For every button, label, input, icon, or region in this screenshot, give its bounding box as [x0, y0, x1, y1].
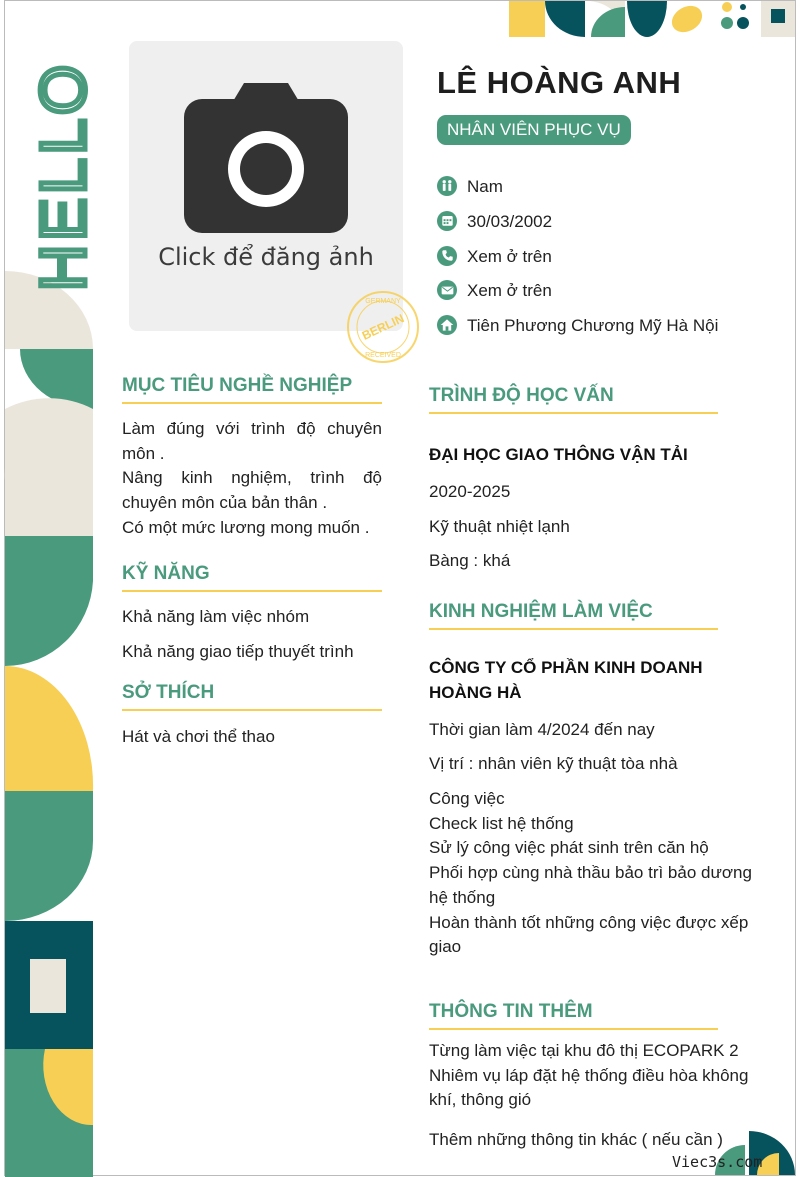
education-major: Kỹ thuật nhiệt lạnh	[429, 517, 570, 536]
objective-line: Làm đúng với trình độ chuyên môn .	[122, 419, 382, 463]
hello-text: HELLO	[27, 61, 99, 291]
skill-item: Khả năng giao tiếp thuyết trình	[122, 642, 354, 661]
candidate-name: LÊ HOÀNG ANH	[437, 65, 682, 100]
experience-title: KINH NGHIỆM LÀM VIỆC	[429, 601, 718, 630]
contact-item-gender	[437, 175, 718, 210]
position-badge: NHÂN VIÊN PHỤC VỤ	[437, 115, 631, 145]
experience-period: Thời gian làm 4/2024 đến nay	[429, 720, 655, 739]
experience-duties	[429, 787, 759, 960]
gender-icon	[437, 176, 457, 196]
duty-item: Check list hệ thống	[429, 813, 574, 833]
skills-title: KỸ NĂNG	[122, 563, 382, 592]
duty-item: Công việc	[429, 789, 505, 808]
extra-line: Từng làm việc tại khu đô thị ECOPARK 2	[429, 1041, 739, 1060]
objective-line: Có một mức lương mong muốn .	[122, 517, 370, 537]
extra-info-title: THÔNG TIN THÊM	[429, 1001, 718, 1030]
duty-item: Hoàn thành tốt những công việc được xếp giao	[429, 912, 749, 957]
experience-role: Vị trí : nhân viên kỹ thuật tòa nhà	[429, 754, 678, 773]
mail-icon	[437, 280, 457, 300]
contact-address: Tiên Phương Chương Mỹ Hà Nội	[467, 316, 719, 336]
contact-birthday: 30/03/2002	[467, 211, 553, 231]
contact-item-address	[437, 314, 718, 349]
stamp-bottom-text: RECEIVED	[365, 352, 401, 359]
objective-title: MỤC TIÊU NGHỀ NGHIỆP	[122, 375, 382, 404]
photo-upload[interactable]	[129, 41, 403, 331]
contact-gender: Nam	[467, 177, 503, 196]
contact-email: Xem ở trên	[467, 281, 552, 301]
hobbies-title: SỞ THÍCH	[122, 682, 382, 711]
skill-item: Khả năng làm việc nhóm	[122, 607, 310, 626]
photo-upload-label: Click để đăng ảnh	[158, 243, 374, 271]
berlin-stamp	[345, 289, 421, 365]
contact-item-email	[437, 279, 718, 314]
phone-icon	[437, 246, 457, 266]
stamp-top-text: GERMANY	[365, 298, 401, 305]
home-icon	[437, 315, 457, 335]
objective-text	[122, 417, 382, 541]
top-decorative-strip	[505, 1, 795, 37]
contact-item-phone	[437, 245, 718, 280]
duty-item: Phối hợp cùng nhà thầu bảo trì bảo dương hệ thống	[429, 863, 752, 907]
objective-line: Nâng kinh nghiệm, trình độ chuyên môn của bản thân .	[122, 468, 382, 513]
extra-line: Nhiêm vụ láp đặt hệ thống điều hòa không khí, thông gió	[429, 1065, 749, 1110]
hello-decoration	[27, 41, 99, 301]
contact-list	[437, 175, 718, 349]
extra-other: Thêm những thông tin khác ( nếu cần )	[429, 1130, 723, 1149]
site-watermark: Viec3s.com	[672, 1153, 763, 1171]
contact-phone: Xem ở trên	[467, 246, 552, 266]
education-school: ĐẠI HỌC GIAO THÔNG VẬN TẢI	[429, 445, 688, 464]
experience-company: CÔNG TY CỔ PHẦN KINH DOANH HOÀNG HÀ	[429, 658, 703, 702]
resume-page	[4, 0, 796, 1176]
hobbies-text: Hát và chơi thể thao	[122, 727, 275, 746]
contact-item-birthday	[437, 210, 718, 245]
duty-item: Sử lý công việc phát sinh trên căn hộ	[429, 838, 709, 858]
stamp-middle-text: BERLIN	[359, 311, 407, 343]
education-years: 2020-2025	[429, 482, 511, 501]
education-title: TRÌNH ĐỘ HỌC VẤN	[429, 385, 718, 414]
camera-icon	[184, 83, 348, 233]
extra-info-text	[429, 1039, 759, 1113]
calendar-icon	[437, 211, 457, 231]
education-grade: Bàng : khá	[429, 551, 511, 570]
